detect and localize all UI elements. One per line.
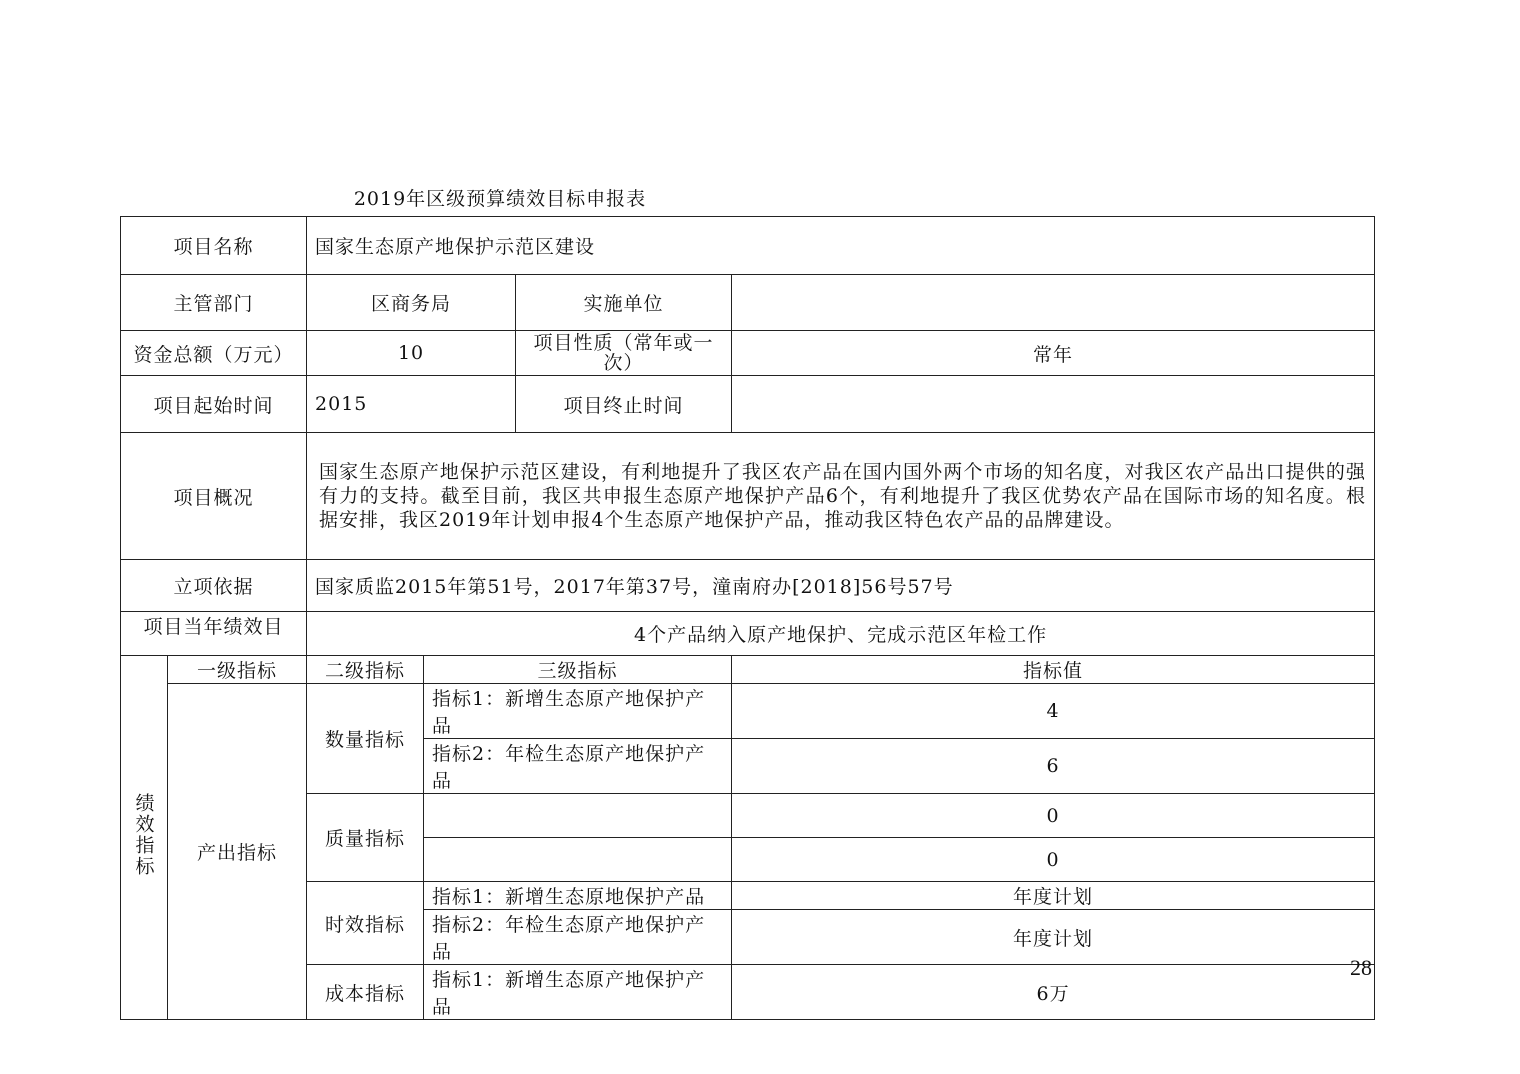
indicator-name <box>424 838 732 882</box>
indicator-value: 0 <box>732 794 1375 838</box>
row-basis <box>121 560 1375 612</box>
value-overview: 国家生态原产地保护示范区建设，有利地提升了我区农产品在国内国外两个市场的知名度，对我区农产品出口提供的强有力的支持。截至目前，我区共申报生态原产地保护产品6个，有利地提升了我区优势农产品在国际市场的知名度。根据安排，我区2019年计划申报4个生态原产地保护产品，推动我区特色农产品的品牌建设。 <box>307 433 1375 560</box>
value-total-funds: 10 <box>307 331 516 376</box>
label-perf-indicators: 绩效指标 <box>121 656 168 1020</box>
label-project-nature: 项目性质（常年或一次） <box>516 331 732 376</box>
value-department: 区商务局 <box>307 275 516 331</box>
label-project-name: 项目名称 <box>121 217 307 275</box>
header-level2: 二级指标 <box>307 656 424 684</box>
label-annual-goal: 项目当年绩效目 <box>121 612 307 656</box>
label-total-funds: 资金总额（万元） <box>121 331 307 376</box>
table-row <box>121 794 1375 838</box>
level1-output: 产出指标 <box>168 684 307 1020</box>
value-project-name: 国家生态原产地保护示范区建设 <box>307 217 1375 275</box>
header-level1: 一级指标 <box>168 656 307 684</box>
label-department: 主管部门 <box>121 275 307 331</box>
label-start-time: 项目起始时间 <box>121 376 307 433</box>
row-overview <box>121 433 1375 560</box>
row-funds <box>121 331 1375 376</box>
indicator-value: 6万 <box>732 965 1375 1020</box>
indicator-name: 指标1：新增生态原产地保护产品 <box>424 684 732 739</box>
row-annual-goal <box>121 612 1375 656</box>
indicator-name: 指标1：新增生态原地保护产品 <box>424 882 732 910</box>
table-row <box>121 965 1375 1020</box>
indicator-value: 年度计划 <box>732 910 1375 965</box>
indicator-value: 年度计划 <box>732 882 1375 910</box>
level2-quality: 质量指标 <box>307 794 424 882</box>
level2-quantity: 数量指标 <box>307 684 424 794</box>
label-overview: 项目概况 <box>121 433 307 560</box>
value-end-time <box>732 376 1375 433</box>
indicator-name: 指标1：新增生态原产地保护产品 <box>424 965 732 1020</box>
indicator-value: 6 <box>732 739 1375 794</box>
form-title: 2019年区级预算绩效目标申报表 <box>353 188 647 210</box>
row-indicator-header <box>121 656 1375 684</box>
header-indicator-value: 指标值 <box>732 656 1375 684</box>
indicator-name: 指标2：年检生态原产地保护产品 <box>424 739 732 794</box>
row-time <box>121 376 1375 433</box>
indicator-value: 4 <box>732 684 1375 739</box>
value-annual-goal: 4个产品纳入原产地保护、完成示范区年检工作 <box>307 612 1375 656</box>
indicator-value: 0 <box>732 838 1375 882</box>
level2-cost: 成本指标 <box>307 965 424 1020</box>
label-end-time: 项目终止时间 <box>516 376 732 433</box>
indicator-name <box>424 794 732 838</box>
header-level3: 三级指标 <box>424 656 732 684</box>
indicator-name: 指标2：年检生态原产地保护产品 <box>424 910 732 965</box>
value-implementer <box>732 275 1375 331</box>
row-project-name <box>121 217 1375 275</box>
level2-timeliness: 时效指标 <box>307 882 424 965</box>
table-row <box>121 882 1375 910</box>
value-start-time: 2015 <box>307 376 516 433</box>
label-implementer: 实施单位 <box>516 275 732 331</box>
label-basis: 立项依据 <box>121 560 307 612</box>
performance-form-table <box>120 216 1375 1020</box>
value-basis: 国家质监2015年第51号，2017年第37号，潼南府办[2018]56号57号 <box>307 560 1375 612</box>
page-number: 28 <box>1350 955 1372 980</box>
row-department <box>121 275 1375 331</box>
table-row <box>121 684 1375 739</box>
value-project-nature: 常年 <box>732 331 1375 376</box>
